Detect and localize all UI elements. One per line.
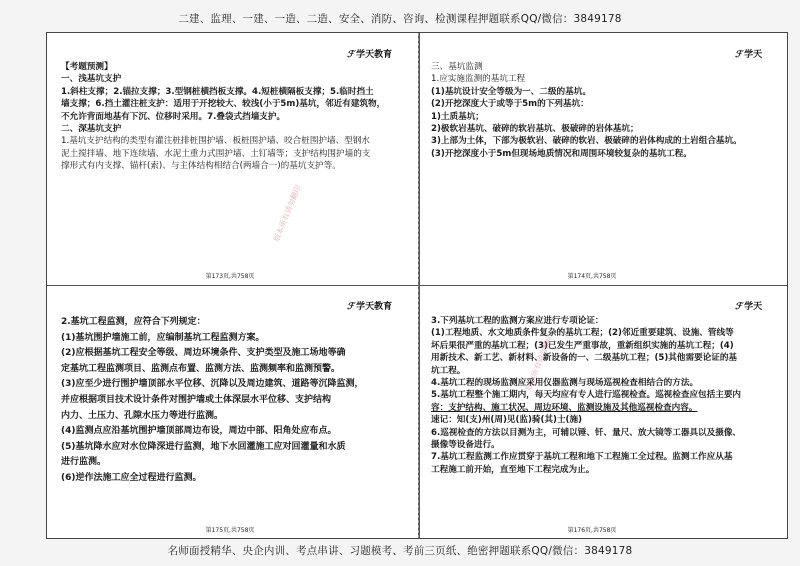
text-line: (2)应根据基坑工程安全等级、周边环境条件、支护类型及施工场地等确 bbox=[61, 348, 346, 359]
logo-p2: ℱ 学天 bbox=[735, 50, 763, 60]
text-line: (4)监测点应沿基坑围护墙顶部周边布设，周边中部、阳角处应布点。 bbox=[61, 426, 337, 437]
heading: 2.基坑工程监测，应符合下列规定： bbox=[61, 317, 206, 327]
watermark-stamp: 版本所有请勿翻印 bbox=[271, 183, 303, 243]
text-line: 4.基坑工程的现场监测应采用仪器监测与现场巡视检查相结合的方法。 bbox=[431, 378, 699, 389]
mnemonic-line: 速记：知(支)州(周)见(监)骑(其)士(施) bbox=[431, 415, 582, 426]
document-sheet bbox=[46, 32, 788, 539]
logo-mark-icon: ℱ bbox=[735, 302, 743, 312]
heading: 一、浅基坑支护 bbox=[61, 74, 122, 85]
logo-mark-icon: ℱ bbox=[347, 302, 355, 312]
text-line: 泥土搅拌墙、地下连续墙、水泥土重力式围护墙、土钉墙等；支护结构围护墙的支 bbox=[61, 148, 371, 159]
heading: 三、基坑监测 bbox=[431, 62, 483, 72]
text-line: 进行监测。 bbox=[61, 457, 107, 468]
text-line: 7.基坑工程监测工作应贯穿于基坑工程和地下工程施工全过程。监测工作应从基 bbox=[431, 452, 733, 463]
logo-mark-icon: ℱ bbox=[735, 50, 743, 60]
text-line: (3)开挖深度小于5m但现场地质情况和周围环境较复杂的基坑工程。 bbox=[431, 148, 692, 159]
text-line: 内力、土压力、孔隙水压力等进行监测。 bbox=[61, 410, 224, 421]
text-line: (1)基坑围护墙施工前，应编制基坑工程监测方案。 bbox=[61, 332, 265, 343]
text-line: 6.巡视检查的方法以目测为主，可辅以锤、钎、量尺、放大镜等工器具以及摄像、 bbox=[431, 427, 742, 438]
text-line: 用新技术、新工艺、新材料、新设备的一、二级基坑工程；(5)其他需要论证的基 bbox=[431, 353, 738, 364]
text-line: 坑工程。 bbox=[431, 365, 466, 376]
text-line: 定基坑工程监测项目、监测点布置、监测方法、监测频率和监测预警。 bbox=[61, 363, 341, 374]
text-line: 墙支撑；6.挡土灌注桩支护：适用于开挖较大、较浅(小于5m)基坑，邻近有建筑物， bbox=[61, 99, 386, 110]
text-line: 摄像等设备进行。 bbox=[431, 440, 500, 451]
logo-mark-icon: ℱ bbox=[347, 50, 355, 60]
watermark-stamp: 版本所有请勿翻印 bbox=[523, 332, 555, 392]
text-line: 5.基坑工程整个施工期内，每天均应有专人进行巡视检查。巡视检查应包括主要内 bbox=[431, 390, 742, 401]
text-line: (3)应至少进行围护墙顶部水平位移、沉降以及周边建筑、道路等沉降监测， bbox=[61, 379, 364, 390]
heading: 二、深基坑支护 bbox=[61, 124, 122, 135]
text-line: 1)土质基坑； bbox=[431, 111, 484, 122]
page-174 bbox=[431, 61, 787, 283]
page-number: 第176页,共758页 bbox=[567, 527, 617, 534]
text-line: 容：支护结构、施工状况、周边环境、监测设施及其他巡视检查内容。 bbox=[431, 402, 698, 413]
text-line: 不允许背面地基有下沉、位移时采用。7.叠袋式挡墙支护。 bbox=[61, 111, 286, 122]
text-line: (1)工程地质、水文地质条件复杂的基坑工程；(2)邻近重要建筑、设施、管线等 bbox=[431, 328, 734, 339]
page-number: 第174页,共758页 bbox=[567, 273, 617, 280]
bottom-banner: 名师面授精华、央企内训、考点串讲、习题模考、考前三页纸、绝密押题联系QQ/微信：3849178 bbox=[167, 545, 633, 557]
horizontal-divider bbox=[47, 285, 787, 286]
text-line: (5)基坑降水应对水位降深进行监测，地下水回灌施工应对回灌量和水质 bbox=[61, 441, 346, 452]
text-line: 1.基坑支护结构的类型有灌注桩排桩围护墙、板桩围护墙、咬合桩围护墙、型钢水 bbox=[61, 136, 370, 147]
text-line: 撑形式有内支撑、锚杆(索)、与主体结构相结合(两墙合一)的基坑支护等。 bbox=[61, 161, 341, 172]
logo-p4: ℱ 学天 bbox=[735, 302, 763, 312]
text-line: (2)开挖深度大于或等于5m的下列基坑： bbox=[431, 99, 589, 110]
logo-p1: ℱ 学天教育 bbox=[347, 50, 393, 60]
page-number: 第173页,共758页 bbox=[205, 273, 255, 280]
text-line: 1.应实施监测的基坑工程 bbox=[431, 74, 526, 85]
text-line: 坏后果很严重的基坑工程；(3)已发生严重事故，重新组织实施的基坑工程；(4) bbox=[431, 340, 734, 351]
text-line: 并应根据项目技术设计条件对围护墙或土体深层水平位移、支护结构 bbox=[61, 394, 332, 405]
text-line: (6)逆作法施工应全过程进行监测。 bbox=[61, 472, 202, 483]
text-line: 3.下列基坑工程的监测方案应进行专项论证： bbox=[431, 316, 604, 326]
text-line: 1.斜柱支撑；2.锚拉支撑；3.型钢桩横挡板支撑。4.短桩横隔板支撑；5.临时挡土 bbox=[61, 86, 374, 97]
text-line: 2)极软岩基坑、破碎的软岩基坑、极破碎的岩体基坑； bbox=[431, 124, 639, 135]
text-line: 工程施工前开始，直至地下工程完成为止。 bbox=[431, 464, 595, 475]
page-173 bbox=[61, 61, 406, 283]
page-176 bbox=[431, 315, 787, 537]
logo-p3: ℱ 学天教育 bbox=[347, 302, 393, 312]
top-banner: 二建、监理、一建、一造、二造、安全、消防、咨询、检测课程押题联系QQ/微信：3849178 bbox=[178, 13, 622, 25]
page-175 bbox=[61, 315, 406, 537]
page-number: 第175页,共758页 bbox=[205, 527, 255, 534]
section-label: 【考题预测】 bbox=[61, 62, 113, 72]
text-line: 3)上部为土体，下部为极软岩、破碎的软岩、极破碎的岩体构成的土岩组合基坑。 bbox=[431, 136, 742, 147]
text-line: (1)基坑设计安全等级为一、二级的基坑。 bbox=[431, 86, 591, 97]
